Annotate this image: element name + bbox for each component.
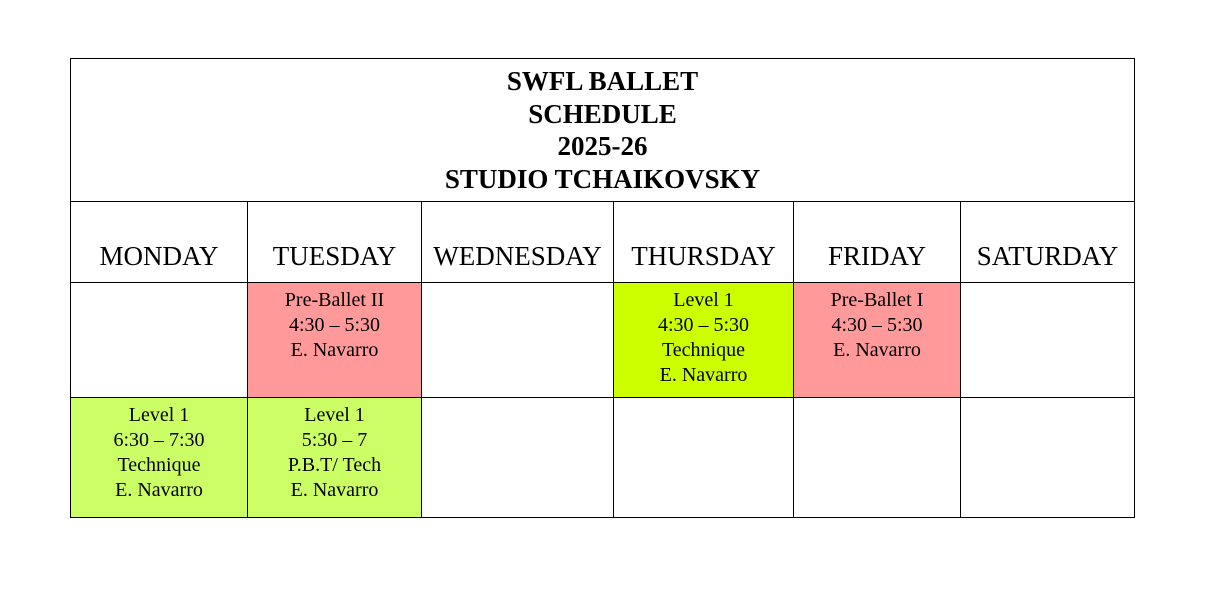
day-header-monday (71, 202, 248, 283)
class-name: Pre-Ballet II (284, 289, 385, 311)
title-line-2: SCHEDULE (528, 98, 677, 129)
class-name: Pre-Ballet I (830, 289, 924, 311)
empty-slot (422, 283, 614, 398)
title-line-3: 2025-26 (557, 131, 648, 161)
day-label: TUESDAY (272, 240, 397, 271)
class-teacher: E. Navarro (115, 479, 203, 501)
class-slot-monday-level-1 (71, 398, 248, 518)
class-slot-tuesday-level-1 (248, 398, 422, 518)
class-type: Technique (117, 454, 201, 476)
class-time: 5:30 – 7 (301, 429, 368, 451)
schedule-table (70, 58, 1135, 518)
day-label: MONDAY (99, 240, 219, 271)
class-time: 4:30 – 5:30 (831, 314, 923, 336)
class-type: Technique (661, 339, 745, 361)
empty-slot (794, 398, 961, 518)
empty-slot (71, 283, 248, 398)
class-teacher: E. Navarro (659, 364, 748, 386)
class-slot-thursday-level-1 (614, 283, 794, 398)
title-line-4: STUDIO TCHAIKOVSKY (444, 163, 761, 194)
title-line-1: SWFL BALLET (506, 66, 699, 96)
day-label: WEDNESDAY (433, 240, 602, 271)
day-header-saturday (961, 202, 1135, 283)
class-name: Level 1 (128, 404, 190, 426)
class-teacher: E. Navarro (290, 339, 379, 361)
day-label: THURSDAY (631, 240, 776, 271)
class-time: 6:30 – 7:30 (113, 429, 205, 451)
class-type: P.B.T/ Tech (287, 454, 382, 476)
schedule-title (71, 59, 1135, 202)
day-header-tuesday (248, 202, 422, 283)
day-label: SATURDAY (976, 240, 1119, 271)
day-header-friday (794, 202, 961, 283)
class-name: Level 1 (673, 289, 734, 311)
class-time: 4:30 – 5:30 (657, 314, 750, 336)
class-slot-friday-pre-ballet-i (794, 283, 961, 398)
empty-slot (614, 398, 794, 518)
class-teacher: E. Navarro (833, 339, 921, 361)
empty-slot (422, 398, 614, 518)
class-teacher: E. Navarro (290, 479, 379, 501)
day-label: FRIDAY (827, 240, 927, 271)
day-header-wednesday (422, 202, 614, 283)
empty-slot (961, 283, 1135, 398)
class-name: Level 1 (304, 404, 365, 426)
class-slot-tuesday-pre-ballet-ii (248, 283, 422, 398)
day-header-thursday (614, 202, 794, 283)
class-time: 4:30 – 5:30 (288, 314, 381, 336)
empty-slot (961, 398, 1135, 518)
